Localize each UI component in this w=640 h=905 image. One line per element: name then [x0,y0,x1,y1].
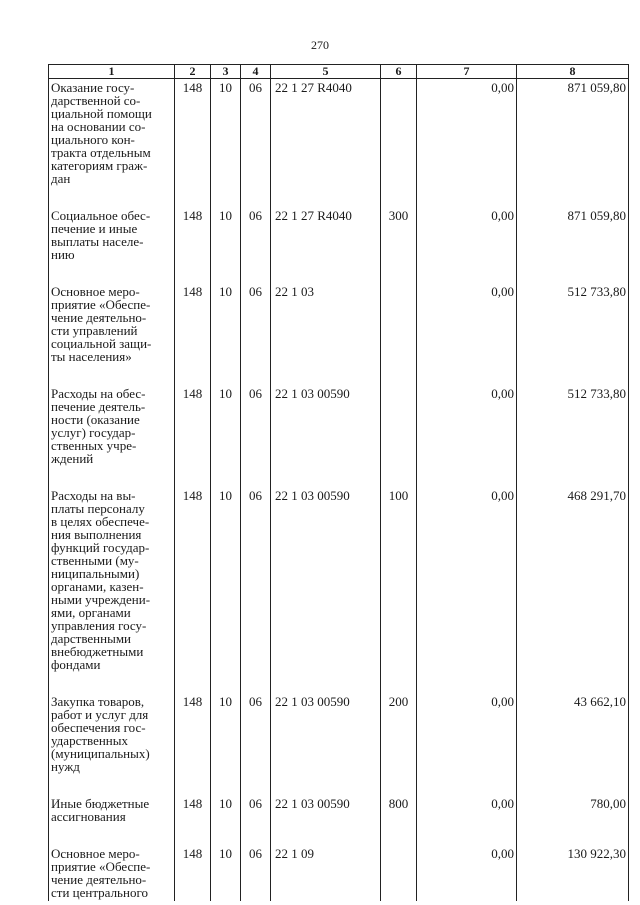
cell-col-3: 10 [211,207,241,283]
header-col-5: 5 [271,65,381,79]
header-col-3: 3 [211,65,241,79]
cell-col-5: 22 1 03 [271,283,381,385]
cell-col-5: 22 1 03 00590 [271,385,381,487]
cell-col-7: 0,00 [417,487,517,693]
cell-col-6 [381,385,417,487]
cell-col-5: 22 1 03 00590 [271,693,381,795]
cell-col-7: 0,00 [417,207,517,283]
cell-col-2: 148 [175,79,211,208]
cell-col-3: 10 [211,845,241,901]
cell-col-4: 06 [241,385,271,487]
cell-col-8: 871 059,80 [517,79,629,208]
cell-col-2: 148 [175,693,211,795]
cell-col-4: 06 [241,795,271,845]
cell-col-5: 22 1 27 R4040 [271,207,381,283]
cell-col-7: 0,00 [417,795,517,845]
table-row [49,795,629,845]
cell-col-2: 148 [175,487,211,693]
header-col-8: 8 [517,65,629,79]
page-number: 270 [311,38,329,52]
cell-col-8: 130 922,30 [517,845,629,901]
cell-col-1: Основное меро- приятие «Обеспе- чение деятельно- сти управлений социальной защи- ты населения» [49,283,175,385]
cell-col-5: 22 1 09 [271,845,381,901]
cell-col-7: 0,00 [417,693,517,795]
table-row [49,487,629,693]
cell-col-3: 10 [211,795,241,845]
header-col-4: 4 [241,65,271,79]
table-row [49,207,629,283]
table-row [49,79,629,208]
cell-col-1: Расходы на обес- печение деятель- ности (оказание услуг) государ- ственных учре- ждений [49,385,175,487]
cell-col-1: Закупка товаров, работ и услуг для обеспечения гос- ударственных (муниципальных) нужд [49,693,175,795]
cell-col-1: Социальное обес- печение и иные выплаты населе- нию [49,207,175,283]
cell-col-6 [381,845,417,901]
cell-col-3: 10 [211,385,241,487]
table-row [49,845,629,901]
cell-col-1: Оказание госу- дарственной со- циальной помощи на основании со- циального кон- тракта отдельным категориям граж- дан [49,79,175,208]
cell-col-3: 10 [211,693,241,795]
cell-col-4: 06 [241,79,271,208]
cell-col-2: 148 [175,385,211,487]
cell-col-6: 200 [381,693,417,795]
cell-col-4: 06 [241,207,271,283]
cell-col-5: 22 1 03 00590 [271,487,381,693]
cell-col-2: 148 [175,845,211,901]
cell-col-6: 100 [381,487,417,693]
cell-col-8: 512 733,80 [517,385,629,487]
cell-col-8: 468 291,70 [517,487,629,693]
cell-col-7: 0,00 [417,385,517,487]
cell-col-6 [381,79,417,208]
cell-col-6: 800 [381,795,417,845]
cell-col-4: 06 [241,487,271,693]
cell-col-2: 148 [175,795,211,845]
header-col-7: 7 [417,65,517,79]
cell-col-3: 10 [211,283,241,385]
cell-col-1: Основное меро- приятие «Обеспе- чение деятельно- сти центрального [49,845,175,901]
table-body [49,79,629,902]
cell-col-4: 06 [241,283,271,385]
header-col-1: 1 [49,65,175,79]
header-col-6: 6 [381,65,417,79]
cell-col-2: 148 [175,283,211,385]
cell-col-6: 300 [381,207,417,283]
cell-col-5: 22 1 03 00590 [271,795,381,845]
cell-col-2: 148 [175,207,211,283]
cell-col-4: 06 [241,693,271,795]
cell-col-8: 871 059,80 [517,207,629,283]
cell-col-7: 0,00 [417,79,517,208]
cell-col-6 [381,283,417,385]
cell-col-5: 22 1 27 R4040 [271,79,381,208]
cell-col-1: Расходы на вы- платы персоналу в целях обеспече- ния выполнения функций государ- ственными (му- ниципальными) органами, казен- ными учреждени- ями, органами управления госу- дарственными внебюджетными фондами [49,487,175,693]
cell-col-3: 10 [211,487,241,693]
budget-table [48,64,629,901]
table-row [49,693,629,795]
cell-col-8: 512 733,80 [517,283,629,385]
header-row [49,65,629,79]
cell-col-8: 43 662,10 [517,693,629,795]
cell-col-7: 0,00 [417,845,517,901]
cell-col-7: 0,00 [417,283,517,385]
table-row [49,385,629,487]
header-col-2: 2 [175,65,211,79]
cell-col-8: 780,00 [517,795,629,845]
cell-col-3: 10 [211,79,241,208]
cell-col-1: Иные бюджетные ассигнования [49,795,175,845]
table-row [49,283,629,385]
cell-col-4: 06 [241,845,271,901]
